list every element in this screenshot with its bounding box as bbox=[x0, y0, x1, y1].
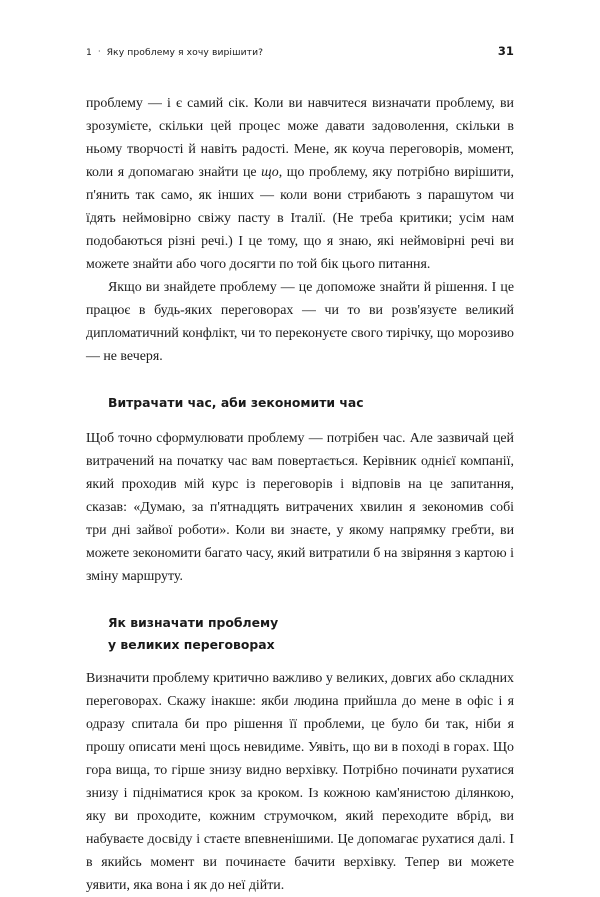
subhead-spend-time bbox=[108, 394, 514, 413]
paragraph-big-negotiations: Визначити проблему критично важливо у великих, довгих або складних переговорах. Скажу інакше: якби людина прийшла до мене в офіс і я одразу спитала би про рішення її проблеми, це було би так, ніби я прошу описати мені щось невидиме. Уявіть, що ви в поході в горах. Що гора вища, то гірше знизу видно верхівку. Потрібно починати рухатися знизу і підніматися крок за кроком. Із кожною кам'янистою ділянкою, яку ви проходите, кожним струмочком, який переходите вбрід, ви набуваєте досвіду і стаєте впевненішими. Це допомагає рухатися далі. І в якийсь момент ви починаєте бачити верхівку. Тепер ви можете уявити, яка вона і як до неї дійти. bbox=[86, 670, 514, 893]
page-number: 31 bbox=[497, 44, 514, 58]
paragraph-opening-part1: проблему — і є самий сік. Коли ви навчитеся визначати проблему, ви зрозумієте, скільки цей процес може давати задоволення, скільки в ньому творчості й навіть радості. Мене, як коуча переговорів, момент, коли я допомагаю знайти це bbox=[86, 96, 514, 180]
paragraph-opening bbox=[86, 92, 514, 276]
paragraph-opening-part2: , що проблему, яку потрібно вирішити, п'янить так само, як інших — коли вони стрибають з парашутом чи їдять неймовірно свіжу пасту в Італії. (Не треба критики; усім нам подобаються різні речі.) І це тому, що я знаю, які неймовірні речі ви можете знайти або чого досягти по той бік цього питання. bbox=[86, 165, 514, 272]
running-head-left bbox=[86, 47, 263, 58]
body-text bbox=[86, 92, 514, 897]
chapter-number: 1 bbox=[86, 47, 92, 58]
subhead-define-problem-line2: у великих переговорах bbox=[108, 637, 275, 653]
subhead-define-problem-line1: Як визначати проблему bbox=[108, 614, 279, 630]
emphasis-scho: що bbox=[261, 165, 279, 180]
subhead-spend-time-label: Витрачати час, аби зекономити час bbox=[108, 395, 364, 410]
paragraph-solution: Якщо ви знайдете проблему — це допоможе знайти й рішення. І це працює в будь-яких переговорах — чи то ви розв'язуєте великий дипломатичний конфлікт, чи то переконуєте свого тирічку, що морозиво — не вечеря. bbox=[86, 280, 514, 364]
chapter-title: Яку проблему я хочу вирішити? bbox=[106, 47, 264, 58]
running-head-separator: · bbox=[97, 47, 101, 56]
running-head bbox=[86, 44, 514, 58]
paragraph-time-section: Щоб точно сформулювати проблему — потрібен час. Але зазвичай цей витрачений на початку час вам повертається. Керівник однієї компанії, який проходив мій курс із переговорів і відповів на це запитання, сказав: «Думаю, за п'ятнадцять витрачених хвилин я зекономив собі три дні зайвої роботи». Коли ви знаєте, у якому напрямку гребти, ви можете зекономити багато часу, який витратили б на звіряння з картою і зміну маршруту. bbox=[86, 430, 514, 584]
subhead-define-problem bbox=[108, 614, 514, 655]
